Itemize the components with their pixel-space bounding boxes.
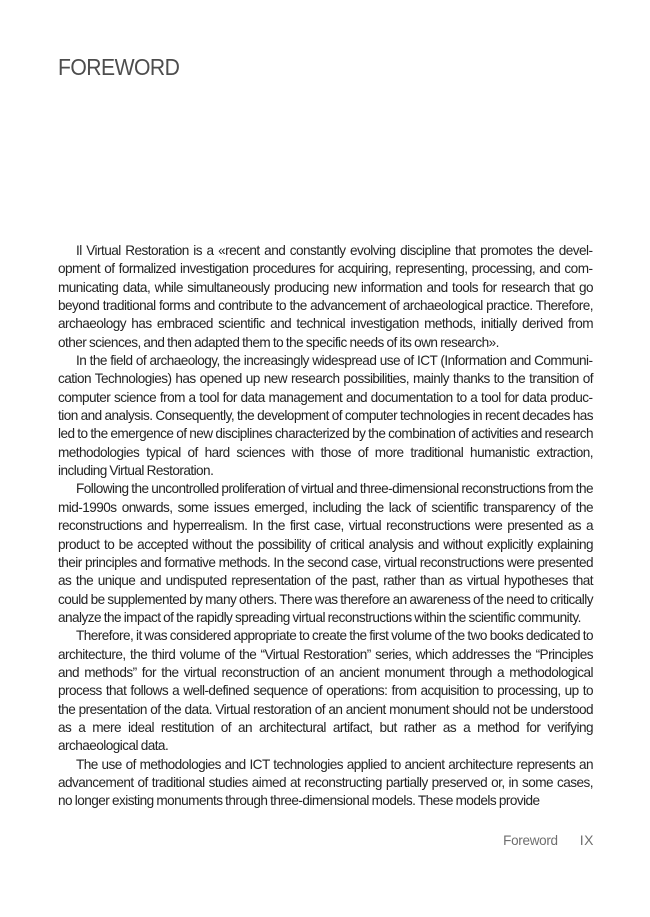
- footer-section-title: Foreword: [503, 833, 558, 848]
- page-title: FOREWORD: [58, 54, 180, 80]
- paragraph-1: Il Virtual Restoration is a «recent and constantly evolving discipline that promotes the development of formalized investigation procedures for acquiring, representing, processing, and communicating data, while simultaneously producing new information and tools for research that go beyond traditional forms and contribute to the advancement of archaeological practice. Therefore, archaeology has embraced scientific and technical investigation methods, initially derived from other sciences, and then adapted them to the specific needs of its own research».: [58, 243, 593, 350]
- page-footer: [0, 832, 594, 850]
- paragraph-4: Therefore, it was considered appropriate to create the first volume of the two books dedicated to architecture, the third volume of the “Virtual Restoration” series, which addresses the “Principles and methods” for the virtual reconstruction of an ancient monument through a methodological process that follows a well-defined sequence of operations: from acquisition to processing, up to the presentation of the data. Virtual restoration of an ancient monument should not be understood as a mere ideal restitution of an architectural artifact, but rather as a method for verifying archaeological data.: [58, 628, 593, 754]
- paragraph-5: The use of methodologies and ICT technologies applied to ancient architecture represents an advancement of traditional studies aimed at reconstructing partially preserved or, in some cases, no longer existing monuments through three-dimensional models. These models provide: [58, 756, 593, 809]
- page-number: IX: [579, 832, 594, 848]
- paragraph-3: Following the uncontrolled proliferation of virtual and three-dimensional reconstructions from the mid-1990s onwards, some issues emerged, including the lack of scientific transparency of the reconstructions and hyperrealism. In the first case, virtual reconstructions were presented as a product to be accepted without the possibility of critical analysis and without explicitly explaining their principles and formative methods. In the second case, virtual reconstructions were presented as the unique and undisputed representation of the past, rather than as virtual hypotheses that could be supplemented by many others. There was therefore an awareness of the need to critically analyze the impact of the rapidly spreading virtual reconstructions within the scientific community.: [58, 481, 593, 625]
- paragraph-2: In the field of archaeology, the increasingly widespread use of ICT (Information and Communication Technologies) has opened up new research possibilities, mainly thanks to the transition of computer science from a tool for data management and documentation to a tool for data production and analysis. Consequently, the development of computer technologies in recent decades has led to the emergence of new disciplines characterized by the combination of activities and research methodologies typical of hard sciences with those of more traditional humanistic extraction, including Virtual Restoration.: [58, 353, 593, 479]
- body-text: [58, 242, 593, 811]
